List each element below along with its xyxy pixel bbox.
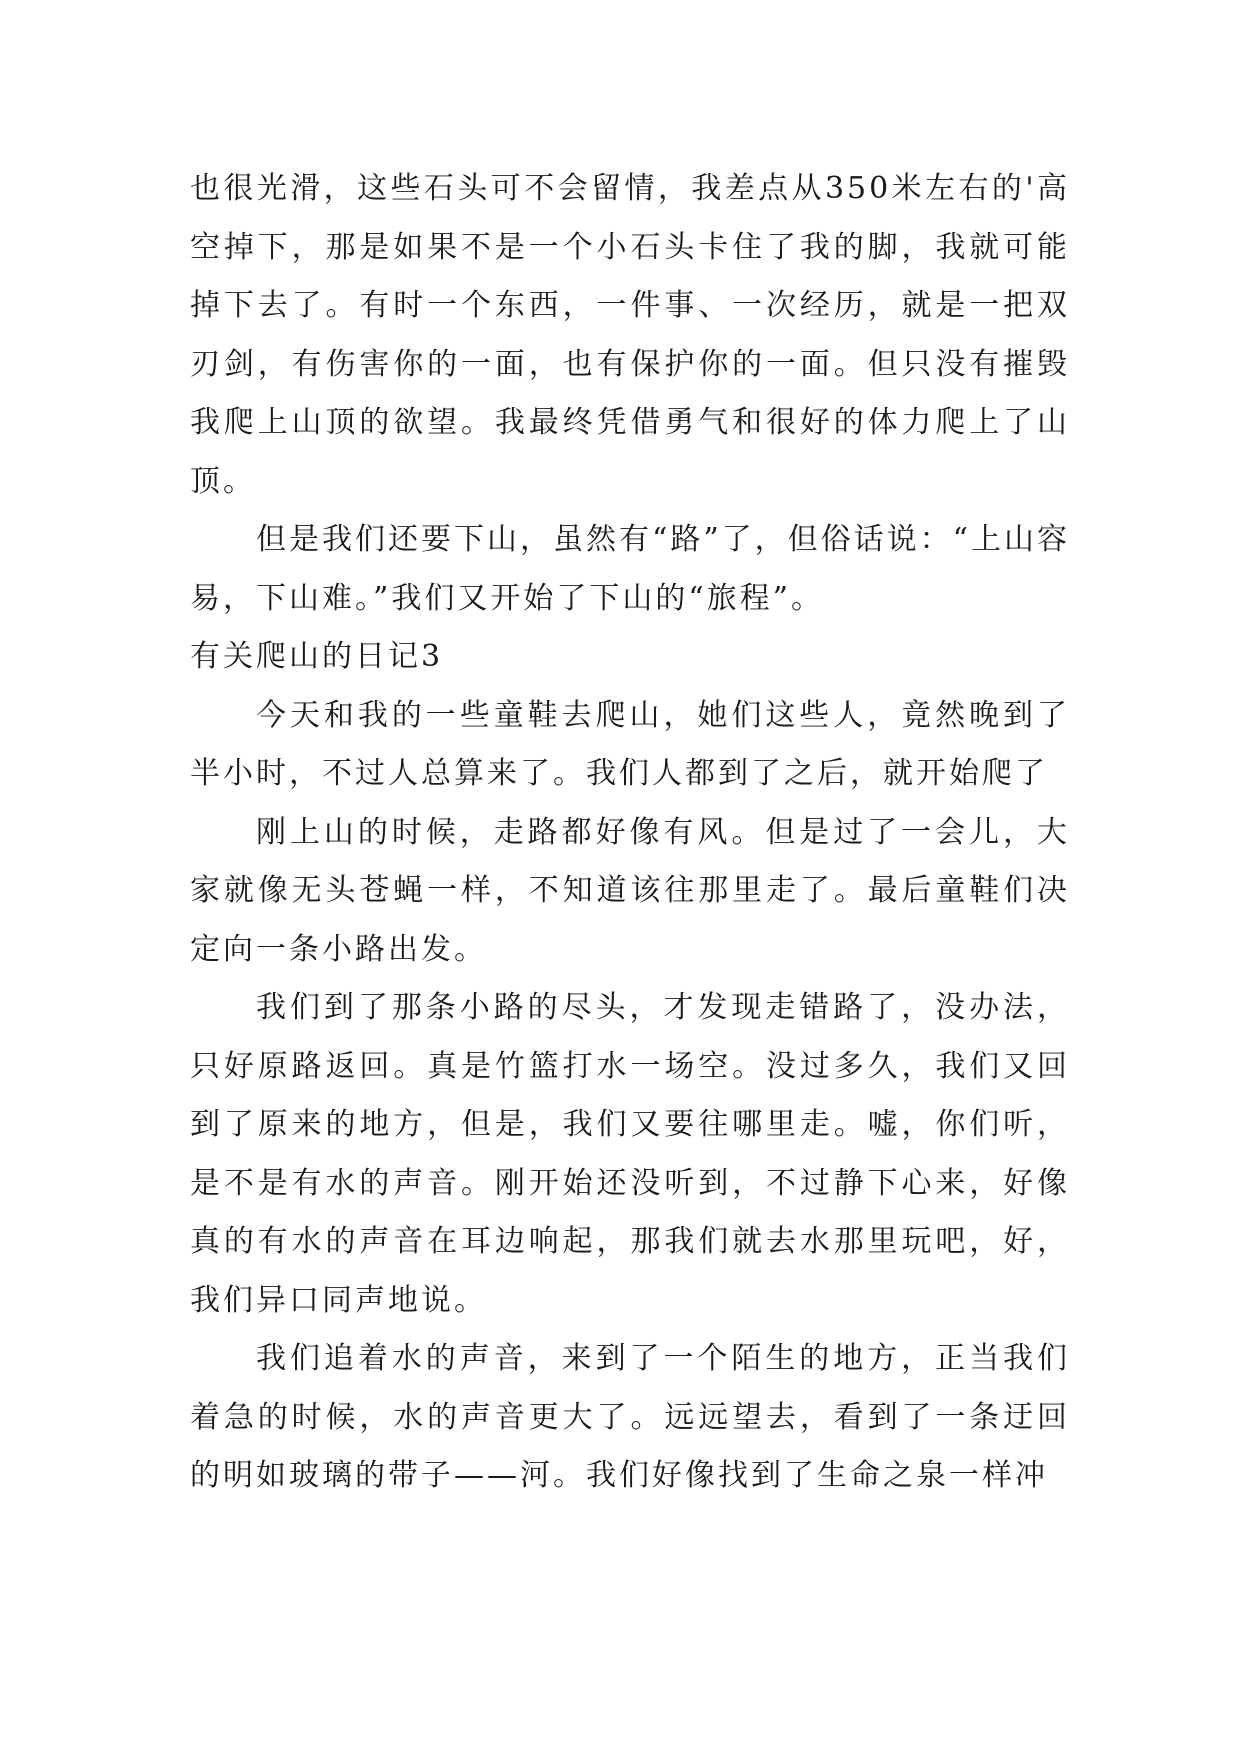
paragraph-intro: 今天和我的一些童鞋去爬山，她们这些人，竟然晚到了半小时，不过人总算来了。我们人都到了之后，就开始爬了 (190, 697, 1070, 791)
paragraph-continuation: 也很光滑，这些石头可不会留情，我差点从350米左右的'高空掉下，那是如果不是一个小石头卡住了我的脚，我就可能掉下去了。有时一个东西，一件事、一次经历，就是一把双刃剑，有伤害你的一面，也有保护你的一面。但只没有摧毁我爬上山顶的欲望。我最终凭借勇气和很好的体力爬上了山顶。 (190, 171, 1070, 499)
section-title: 有关爬山的日记3 (190, 639, 444, 674)
paragraph-descending: 但是我们还要下山，虽然有“路”了，但俗话说：“上山容易，下山难。”我们又开始了下山的“旅程”。 (190, 522, 1071, 616)
document-body (190, 160, 1070, 1506)
paragraph-uphill: 刚上山的时候，走路都好像有风。但是过了一会儿，大家就像无头苍蝇一样，不知道该往那里走了。最后童鞋们决定向一条小路出发。 (190, 814, 1070, 967)
paragraph-river: 我们追着水的声音，来到了一个陌生的地方，正当我们着急的时候，水的声音更大了。远远望去，看到了一条迂回的明如玻璃的带子——河。我们好像找到了生命之泉一样冲 (190, 1341, 1070, 1493)
paragraph-wrong-path: 我们到了那条小路的尽头，才发现走错路了，没办法，只好原路返回。真是竹篮打水一场空。没过多久，我们又回到了原来的地方，但是，我们又要往哪里走。嘘，你们听，是不是有水的声音。刚开始还没听到，不过静下心来，好像真的有水的声音在耳边响起，那我们就去水那里玩吧，好，我们异口同声地说。 (190, 990, 1070, 1318)
